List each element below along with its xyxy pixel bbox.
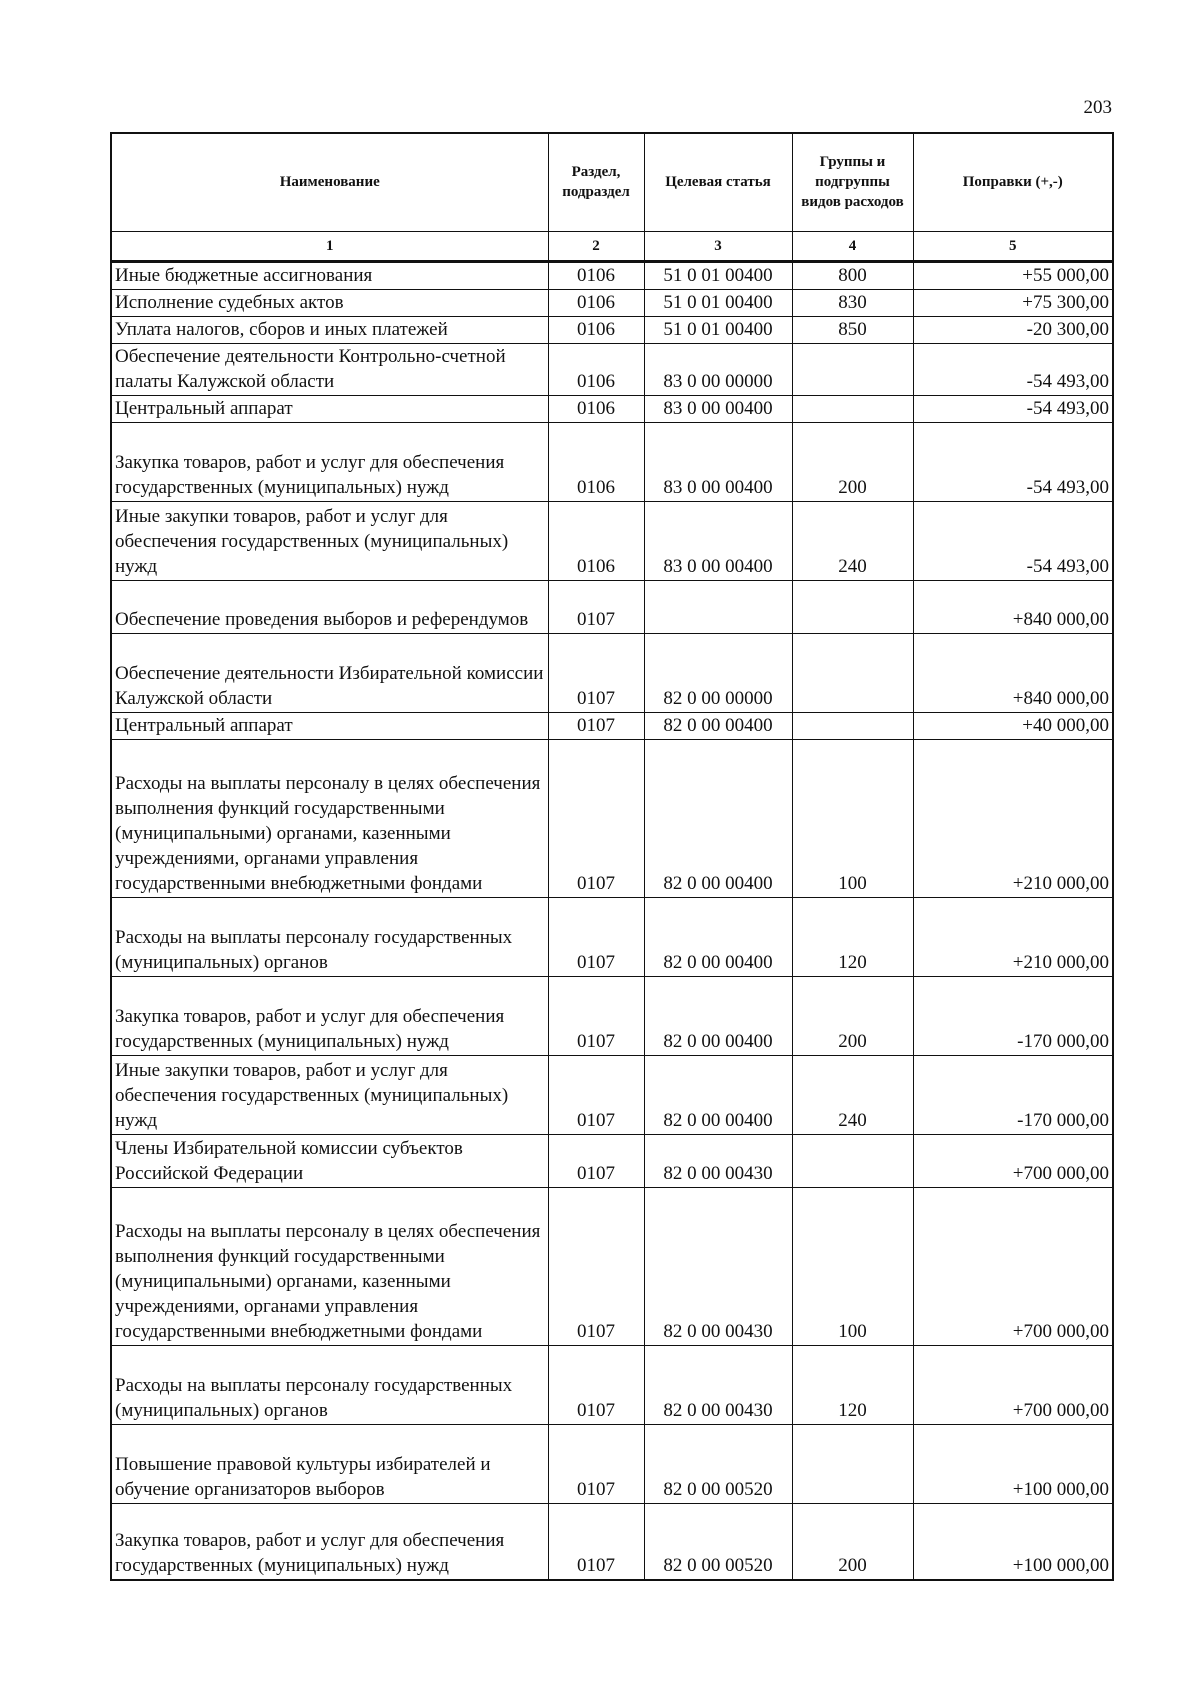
row-group: 830 [792, 290, 913, 317]
table-row [111, 502, 1113, 581]
row-group [792, 634, 913, 713]
header-amendments: Поправки (+,-) [913, 133, 1113, 232]
row-target: 82 0 00 00400 [644, 713, 792, 740]
row-section: 0107 [548, 581, 644, 634]
row-section: 0107 [548, 1188, 644, 1346]
row-amount: +700 000,00 [913, 1346, 1113, 1425]
row-name: Расходы на выплаты персоналу в целях обеспечения выполнения функций государственными (муниципальными) органами, казенными учреждениями, органами управления государственными внебюджетными фондами [111, 740, 548, 898]
page-number: 203 [1083, 97, 1112, 118]
row-name: Расходы на выплаты персоналу государственных (муниципальных) органов [111, 898, 548, 977]
table-row [111, 977, 1113, 1056]
row-group: 800 [792, 262, 913, 290]
table-row [111, 344, 1113, 396]
row-amount: +210 000,00 [913, 898, 1113, 977]
row-group [792, 1135, 913, 1188]
row-section: 0107 [548, 634, 644, 713]
row-section: 0107 [548, 1504, 644, 1580]
row-target: 82 0 00 00400 [644, 977, 792, 1056]
table-row [111, 1056, 1113, 1135]
row-amount: +100 000,00 [913, 1425, 1113, 1504]
column-number: 5 [913, 232, 1113, 262]
table-row [111, 740, 1113, 898]
table-row [111, 1425, 1113, 1504]
row-section: 0106 [548, 423, 644, 502]
table-row [111, 634, 1113, 713]
row-group [792, 1425, 913, 1504]
row-target: 51 0 01 00400 [644, 317, 792, 344]
row-target: 82 0 00 00400 [644, 740, 792, 898]
row-name: Иные бюджетные ассигнования [111, 262, 548, 290]
header-groups: Группы и подгруппы видов расходов [792, 133, 913, 232]
row-section: 0107 [548, 1346, 644, 1425]
row-section: 0107 [548, 977, 644, 1056]
row-amount: -54 493,00 [913, 423, 1113, 502]
row-section: 0107 [548, 1056, 644, 1135]
row-group: 200 [792, 977, 913, 1056]
row-section: 0106 [548, 290, 644, 317]
row-amount: +40 000,00 [913, 713, 1113, 740]
row-target: 83 0 00 00400 [644, 396, 792, 423]
row-name: Закупка товаров, работ и услуг для обеспечения государственных (муниципальных) нужд [111, 423, 548, 502]
row-name: Исполнение судебных актов [111, 290, 548, 317]
column-number: 4 [792, 232, 913, 262]
row-target: 82 0 00 00000 [644, 634, 792, 713]
row-target: 83 0 00 00400 [644, 423, 792, 502]
table-row [111, 396, 1113, 423]
row-section: 0107 [548, 1425, 644, 1504]
row-name: Обеспечение деятельности Контрольно-счетной палаты Калужской области [111, 344, 548, 396]
row-amount: -54 493,00 [913, 502, 1113, 581]
row-group: 100 [792, 740, 913, 898]
row-amount: +700 000,00 [913, 1135, 1113, 1188]
row-name: Обеспечение проведения выборов и референдумов [111, 581, 548, 634]
row-group [792, 396, 913, 423]
row-name: Закупка товаров, работ и услуг для обеспечения государственных (муниципальных) нужд [111, 977, 548, 1056]
header-row [111, 133, 1113, 232]
row-amount: +55 000,00 [913, 262, 1113, 290]
row-group [792, 713, 913, 740]
row-name: Расходы на выплаты персоналу в целях обеспечения выполнения функций государственными (муниципальными) органами, казенными учреждениями, органами управления государственными внебюджетными фондами [111, 1188, 548, 1346]
header-name: Наименование [111, 133, 548, 232]
table-row [111, 581, 1113, 634]
row-group: 850 [792, 317, 913, 344]
row-amount: +840 000,00 [913, 581, 1113, 634]
table-row [111, 317, 1113, 344]
table-row [111, 898, 1113, 977]
row-target: 83 0 00 00000 [644, 344, 792, 396]
row-section: 0107 [548, 1135, 644, 1188]
row-name: Обеспечение деятельности Избирательной комиссии Калужской области [111, 634, 548, 713]
column-number: 1 [111, 232, 548, 262]
row-target: 51 0 01 00400 [644, 262, 792, 290]
row-amount: -54 493,00 [913, 396, 1113, 423]
table-row [111, 423, 1113, 502]
column-number: 2 [548, 232, 644, 262]
table-row [111, 713, 1113, 740]
table-row [111, 1346, 1113, 1425]
row-section: 0107 [548, 740, 644, 898]
row-target [644, 581, 792, 634]
row-group [792, 344, 913, 396]
row-amount: +700 000,00 [913, 1188, 1113, 1346]
row-name: Центральный аппарат [111, 713, 548, 740]
row-name: Закупка товаров, работ и услуг для обеспечения государственных (муниципальных) нужд [111, 1504, 548, 1580]
row-amount: -170 000,00 [913, 1056, 1113, 1135]
header-section: Раздел, подраздел [548, 133, 644, 232]
row-section: 0106 [548, 344, 644, 396]
row-name: Члены Избирательной комиссии субъектов Российской Федерации [111, 1135, 548, 1188]
row-amount: +210 000,00 [913, 740, 1113, 898]
row-group: 200 [792, 1504, 913, 1580]
row-group: 240 [792, 502, 913, 581]
row-group: 200 [792, 423, 913, 502]
row-group: 100 [792, 1188, 913, 1346]
row-name: Центральный аппарат [111, 396, 548, 423]
row-target: 83 0 00 00400 [644, 502, 792, 581]
table-row [111, 1188, 1113, 1346]
row-group: 240 [792, 1056, 913, 1135]
row-name: Уплата налогов, сборов и иных платежей [111, 317, 548, 344]
row-amount: -20 300,00 [913, 317, 1113, 344]
row-group: 120 [792, 1346, 913, 1425]
row-section: 0106 [548, 317, 644, 344]
row-name: Повышение правовой культуры избирателей и обучение организаторов выборов [111, 1425, 548, 1504]
row-section: 0107 [548, 713, 644, 740]
row-amount: +100 000,00 [913, 1504, 1113, 1580]
row-amount: +840 000,00 [913, 634, 1113, 713]
budget-amendments-table [110, 132, 1114, 1581]
row-target: 82 0 00 00400 [644, 1056, 792, 1135]
row-target: 82 0 00 00430 [644, 1346, 792, 1425]
column-number: 3 [644, 232, 792, 262]
header-target: Целевая статья [644, 133, 792, 232]
row-section: 0107 [548, 898, 644, 977]
row-section: 0106 [548, 502, 644, 581]
row-target: 82 0 00 00430 [644, 1135, 792, 1188]
row-target: 82 0 00 00520 [644, 1504, 792, 1580]
row-target: 82 0 00 00430 [644, 1188, 792, 1346]
table-row [111, 262, 1113, 290]
row-amount: -54 493,00 [913, 344, 1113, 396]
row-target: 82 0 00 00520 [644, 1425, 792, 1504]
table-row [111, 290, 1113, 317]
column-number-row [111, 232, 1113, 262]
table-row [111, 1135, 1113, 1188]
row-target: 82 0 00 00400 [644, 898, 792, 977]
row-amount: +75 300,00 [913, 290, 1113, 317]
row-group: 120 [792, 898, 913, 977]
row-name: Расходы на выплаты персоналу государственных (муниципальных) органов [111, 1346, 548, 1425]
row-amount: -170 000,00 [913, 977, 1113, 1056]
row-group [792, 581, 913, 634]
row-section: 0106 [548, 396, 644, 423]
row-name: Иные закупки товаров, работ и услуг для обеспечения государственных (муниципальных) нужд [111, 1056, 548, 1135]
row-target: 51 0 01 00400 [644, 290, 792, 317]
row-name: Иные закупки товаров, работ и услуг для обеспечения государственных (муниципальных) нужд [111, 502, 548, 581]
row-section: 0106 [548, 262, 644, 290]
table-row [111, 1504, 1113, 1580]
